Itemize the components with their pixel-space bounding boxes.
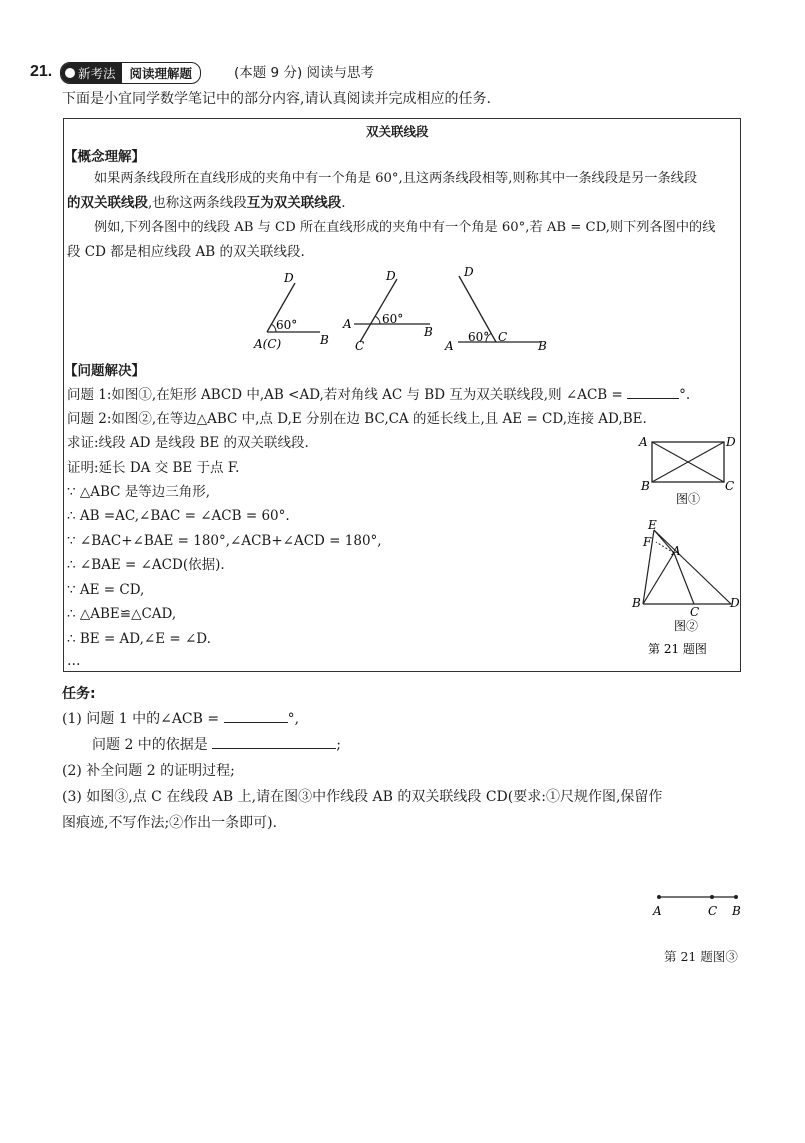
fig-ex3-D: D xyxy=(464,265,474,279)
fig-ex3-C: C xyxy=(498,330,508,344)
fig3-C: C xyxy=(708,904,718,918)
proof-line-9: … xyxy=(67,653,81,669)
badge-left xyxy=(61,63,122,83)
fig2-F: F xyxy=(643,535,652,549)
proof-line-1: 证明:延长 DA 交 BE 于点 F. xyxy=(67,460,240,476)
fig-ex3-angle: 60° xyxy=(468,330,490,344)
proof-line-6: ∵ AE = CD, xyxy=(67,582,145,598)
fig-ex3-A: A xyxy=(445,339,454,353)
fig1-A: A xyxy=(639,435,648,449)
concept-end: . xyxy=(341,195,346,211)
task-2: (2) 补全问题 2 的证明过程; xyxy=(62,763,235,779)
problem-2: 问题 2:如图②,在等边△ABC 中,点 D,E 分别在边 BC,CA 的延长线上,且 AE = CD,连接 AD,BE. xyxy=(67,411,647,427)
fig2-B: B xyxy=(632,596,641,610)
fig3-B: B xyxy=(732,904,741,918)
proof-line-8: ∴ BE = AD,∠E = ∠D. xyxy=(67,631,211,647)
task-1a-unit: °, xyxy=(287,711,300,727)
task-1b-end: ; xyxy=(336,737,341,753)
fig-ex1-A: A(C) xyxy=(254,337,282,351)
figure-3-caption: 第 21 题图③ xyxy=(664,949,738,964)
fig1-caption: 图① xyxy=(676,492,701,506)
task-1b-text: 问题 2 中的依据是 xyxy=(92,737,208,753)
concept-header: 【概念理解】 xyxy=(64,149,145,165)
example-line-1: 例如,下列各图中的线段 AB 与 CD 所在直线形成的夹角中有一个角是 60°,若 AB = CD,则下列各图中的线 xyxy=(94,220,716,235)
figure-2 xyxy=(626,520,746,660)
task-3-line-1: (3) 如图③,点 C 在线段 AB 上,请在图③中作线段 AB 的双关联线段 CD(要求:①尺规作图,保留作 xyxy=(62,789,663,805)
concept-mid: ,也称这两条线段 xyxy=(148,195,247,211)
example-line-2: 段 CD 都是相应线段 AB 的双关联线段. xyxy=(67,244,305,260)
fig-ex2-D: D xyxy=(386,269,396,283)
fig2-D: D xyxy=(730,596,740,610)
lightbulb-icon xyxy=(65,68,75,78)
fig2-E: E xyxy=(648,520,657,532)
fig2-A: A xyxy=(672,544,681,558)
fig-ex1-D: D xyxy=(284,271,294,285)
fig-ex2-angle: 60° xyxy=(382,312,404,326)
task-1b xyxy=(92,736,341,754)
fig2-C: C xyxy=(690,605,700,619)
fig-ex2-A: A xyxy=(343,317,352,331)
proof-line-5: ∴ ∠BAE = ∠ACD(依据). xyxy=(67,557,225,573)
question-meta: (本题 9 分) 阅读与思考 xyxy=(234,65,374,81)
tasks-header: 任务: xyxy=(62,686,96,702)
fig-ex1-angle: 60° xyxy=(276,318,298,332)
problem-1 xyxy=(67,386,690,404)
fig-ex2-C: C xyxy=(355,339,365,353)
task-1a xyxy=(62,710,299,728)
concept-line-2 xyxy=(67,194,346,212)
proof-line-7: ∴ △ABE≌△CAD, xyxy=(67,606,177,622)
concept-term-2: 互为双关联线段 xyxy=(246,195,342,211)
example-figure-2 xyxy=(342,269,433,353)
prove-statement: 求证:线段 AD 是线段 BE 的双关联线段. xyxy=(67,435,309,451)
problem-1-blank[interactable] xyxy=(627,398,679,399)
badge-left-label: 新考法 xyxy=(78,66,116,81)
concept-term-1: 的双关联线段 xyxy=(67,195,148,211)
fig-ex1-B: B xyxy=(320,333,329,347)
example-figures xyxy=(240,262,570,357)
proof-line-3: ∴ AB =AC,∠BAC = ∠ACB = 60°. xyxy=(67,508,290,524)
task-1a-blank[interactable] xyxy=(224,722,288,723)
task-1a-text: (1) 问题 1 中的∠ACB = xyxy=(62,711,220,727)
fig-ex2-B: B xyxy=(424,325,433,339)
figure-3 xyxy=(645,885,745,925)
problem-1-unit: °. xyxy=(679,387,691,403)
task-3-line-2: 图痕迹,不写作法;②作出一条即可). xyxy=(62,815,278,831)
solve-header: 【问题解决】 xyxy=(64,363,145,379)
example-figure-1 xyxy=(253,271,329,351)
fig-ex3-B: B xyxy=(538,339,547,353)
figure-group-caption: 第 21 题图 xyxy=(648,642,707,656)
fig3-A: A xyxy=(653,904,662,918)
fig2-caption: 图② xyxy=(674,619,699,633)
fig1-B: B xyxy=(641,479,650,493)
question-intro: 下面是小宜同学数学笔记中的部分内容,请认真阅读并完成相应的任务. xyxy=(62,91,491,107)
question-badge xyxy=(60,62,201,84)
figure-1 xyxy=(632,432,742,512)
problem-1-text: 问题 1:如图①,在矩形 ABCD 中,AB <AD,若对角线 AC 与 BD 互为双关联线段,则 ∠ACB = xyxy=(67,387,623,403)
proof-line-2: ∵ △ABC 是等边三角形, xyxy=(67,484,211,500)
question-number: 21. xyxy=(30,63,53,80)
task-1b-blank[interactable] xyxy=(212,748,336,749)
concept-line-1: 如果两条线段所在直线形成的夹角中有一个角是 60°,且这两条线段相等,则称其中一条线段是另一条线段 xyxy=(94,171,698,186)
example-figure-3 xyxy=(444,265,547,353)
fig1-D: D xyxy=(726,435,736,449)
note-title: 双关联线段 xyxy=(366,124,429,139)
badge-right-label: 阅读理解题 xyxy=(129,66,193,81)
fig1-C: C xyxy=(725,479,735,493)
proof-line-4: ∵ ∠BAC+∠BAE = 180°,∠ACB+∠ACD = 180°, xyxy=(67,533,382,549)
